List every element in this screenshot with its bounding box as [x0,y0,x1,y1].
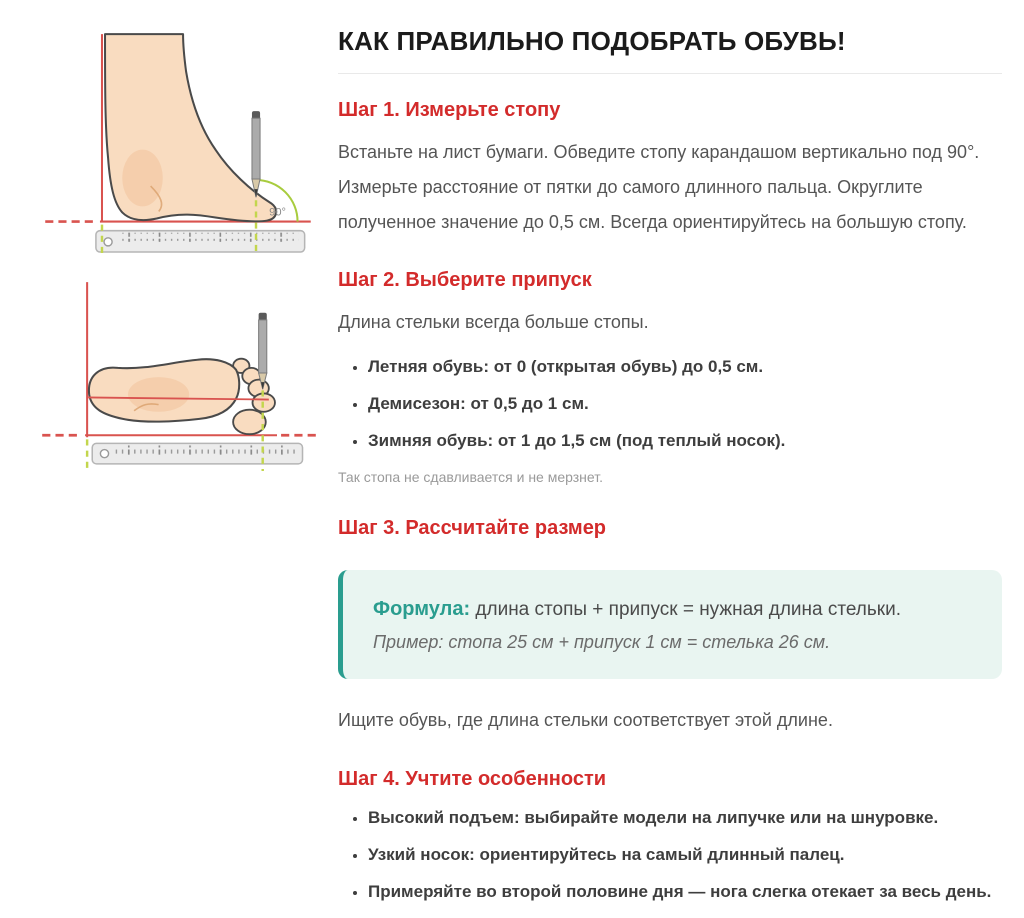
pencil-icon [252,111,260,197]
step2-heading: Шаг 2. Выберите припуск [338,269,592,292]
foot-top-measurement-illustration [36,276,322,472]
formula-label: Формула: [373,598,471,621]
formula-callout [338,570,1002,679]
step1-paragraph: Встаньте на лист бумаги. Обведите стопу карандашом вертикально под 90°. Измерьте расстояние от пятки до самого длинного пальца. Округлите полученное значение до 0,5 см. Всегда ориентируйтесь на большую стопу. [338,142,980,233]
list-item: • Демисезон: от 0,5 до 1 см. [368,393,1002,416]
list-item: • Высокий подъем: выбирайте модели на липучке или на шнуровке. [368,807,1002,830]
formula-line [373,592,972,627]
list-item: • Узкий носок: ориентируйтесь на самый длинный палец. [368,844,1002,867]
list-item: • Зимняя обувь: от 1 до 1,5 см (под теплый носок). [368,430,1002,453]
step3-after-text: Ищите обувь, где длина стельки соответствует этой длине. [338,709,833,730]
page-title: КАК ПРАВИЛЬНО ПОДОБРАТЬ ОБУВЬ! [338,26,1002,74]
step4-bullet-list [338,807,1002,904]
ruler-icon [92,443,302,463]
step2-intro: Длина стельки всегда больше стопы. [338,312,649,333]
foot-side-measurement-illustration [36,26,322,254]
pencil-icon [259,313,267,390]
foot-shading [128,377,189,412]
list-item: • Летняя обувь: от 0 (открытая обувь) до 0,5 см. [368,356,1002,379]
illustration-column [36,26,322,918]
ruler-icon [96,231,305,252]
step2-bullet-list [338,356,1002,453]
article-content [338,26,1002,918]
step3-heading: Шаг 3. Рассчитайте размер [338,517,607,540]
step1-heading: Шаг 1. Измерьте стопу [338,99,561,121]
step4-heading: Шаг 4. Учтите особенности [338,767,607,790]
step2-note: Так стопа не сдавливается и не мерзнет. [338,469,603,486]
foot-toes [233,359,275,435]
list-item: • Примеряйте во второй половине дня — нога слегка отекает за весь день. [368,881,1002,904]
foot-shading [122,150,163,207]
formula-text: длина стопы + припуск = нужная длина стельки. [470,599,901,621]
formula-example: Пример: стопа 25 см + припуск 1 см = стелька 26 см. [373,632,831,653]
angle-label: 90° [269,206,287,219]
